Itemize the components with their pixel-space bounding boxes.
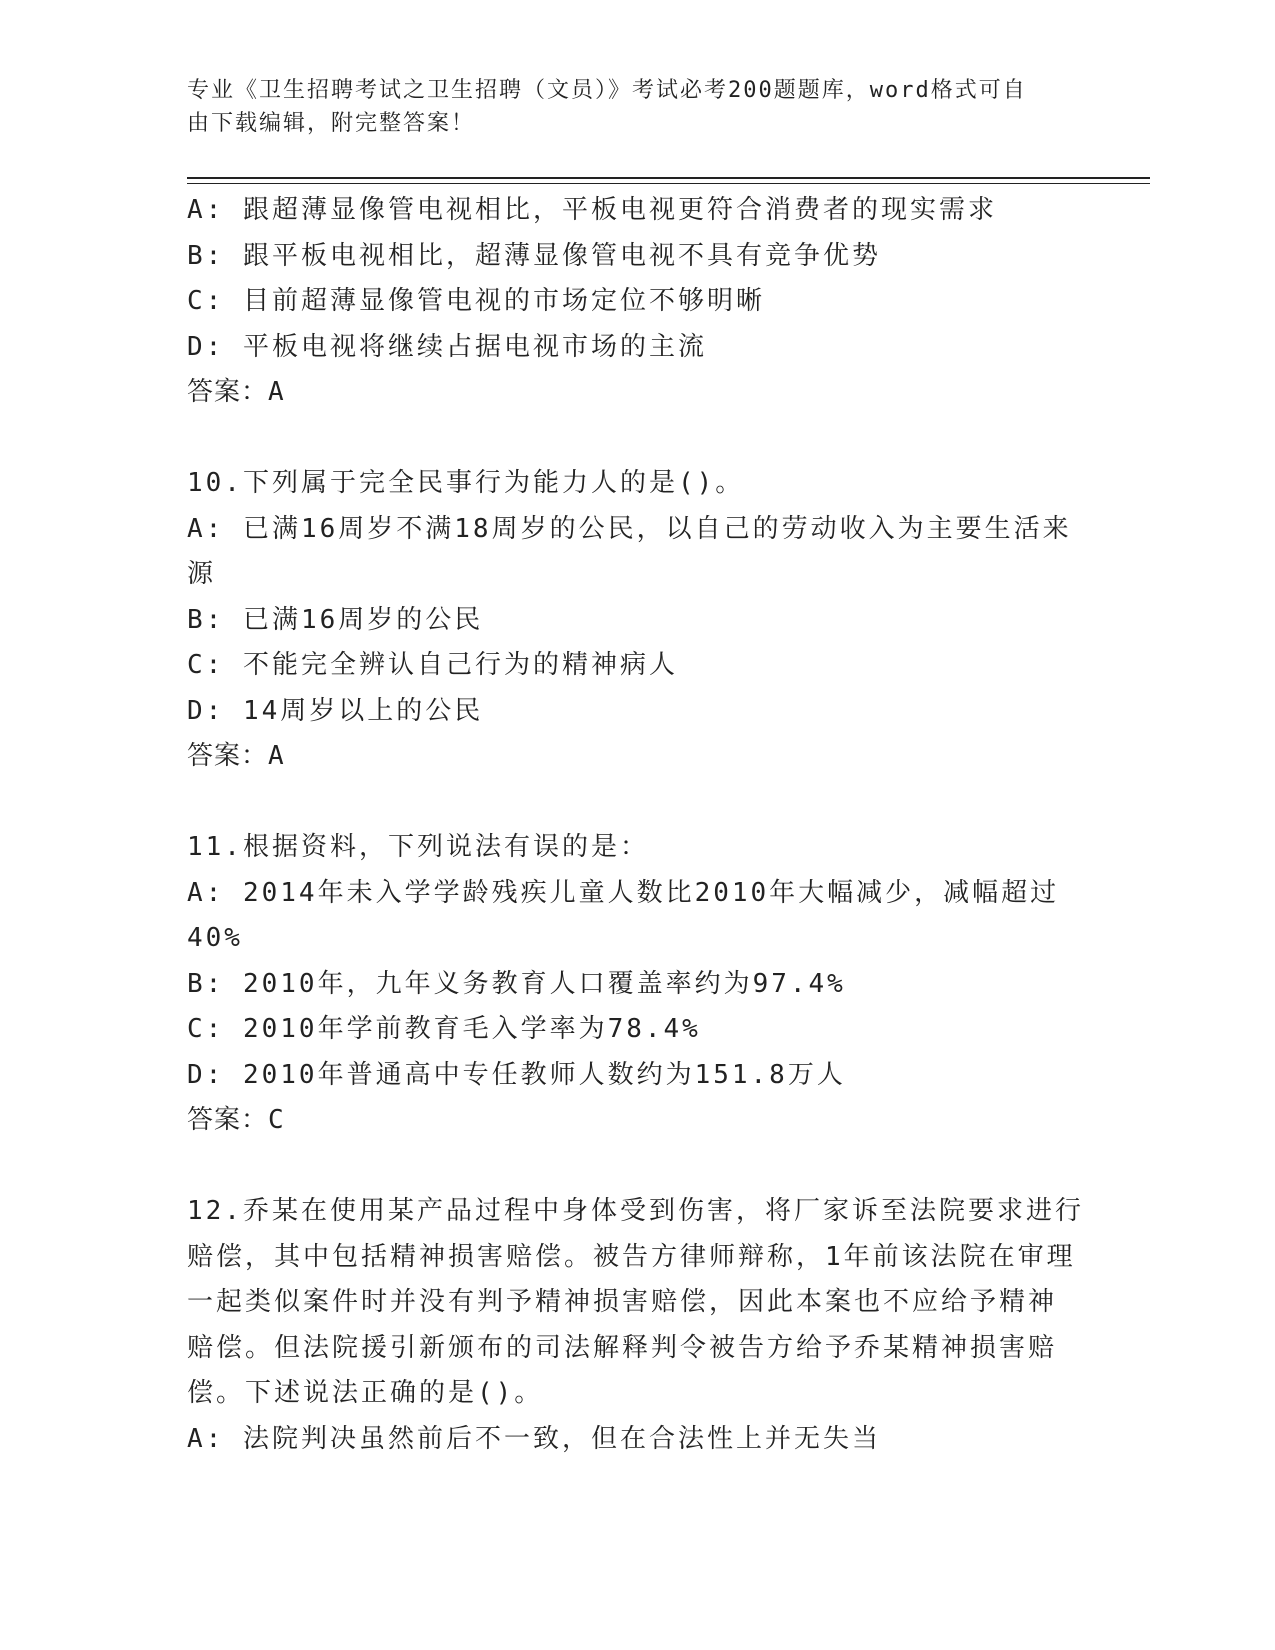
option-b: B: 2010年，九年义务教育人口覆盖率约为97.4% bbox=[187, 968, 846, 999]
question-stem-line: 一起类似案件时并没有判予精神损害赔偿，因此本案也不应给予精神 bbox=[187, 1287, 1058, 1317]
question-stem: 11.根据资料，下列说法有误的是： bbox=[187, 832, 649, 862]
question-stem-line: 赔偿，其中包括精神损害赔偿。被告方律师辩称，1年前该法院在审理 bbox=[187, 1241, 1076, 1272]
header-rule-thin bbox=[187, 183, 1150, 184]
option-a: A: 2014年未入学学龄残疾儿童人数比2010年大幅减少，减幅超过 bbox=[187, 877, 1060, 908]
option-a: A: 跟超薄显像管电视相比，平板电视更符合消费者的现实需求 bbox=[187, 195, 997, 225]
option-d: D: 2010年普通高中专任教师人数约为151.8万人 bbox=[187, 1059, 846, 1090]
question-9 bbox=[187, 188, 1087, 416]
answer: 答案：C bbox=[187, 1105, 285, 1135]
option-a: A: 已满16周岁不满18周岁的公民，以自己的劳动收入为主要生活来 bbox=[187, 513, 1072, 544]
option-a-continued: 40% bbox=[187, 923, 243, 953]
answer: 答案：A bbox=[187, 741, 285, 771]
option-d: D: 平板电视将继续占据电视市场的主流 bbox=[187, 331, 707, 362]
question-content bbox=[187, 188, 1087, 1462]
document-header bbox=[187, 74, 1067, 140]
question-stem: 10.下列属于完全民事行为能力人的是()。 bbox=[187, 468, 745, 498]
option-c: C: 2010年学前教育毛入学率为78.4% bbox=[187, 1014, 701, 1044]
header-rule-thick bbox=[187, 177, 1150, 179]
question-stem-line: 12.乔某在使用某产品过程中身体受到伤害，将厂家诉至法院要求进行 bbox=[187, 1196, 1084, 1226]
option-b: B: 已满16周岁的公民 bbox=[187, 604, 484, 635]
question-stem-line: 赔偿。但法院援引新颁布的司法解释判令被告方给予乔某精神损害赔 bbox=[187, 1332, 1058, 1363]
option-a: A: 法院判决虽然前后不一致，但在合法性上并无失当 bbox=[187, 1423, 881, 1454]
header-line-2: 由下载编辑，附完整答案！ bbox=[187, 111, 476, 136]
option-c: C: 目前超薄显像管电视的市场定位不够明晰 bbox=[187, 286, 765, 316]
option-a-continued: 源 bbox=[187, 559, 217, 589]
spacer bbox=[187, 1144, 1087, 1190]
option-c: C: 不能完全辨认自己行为的精神病人 bbox=[187, 650, 678, 680]
question-10 bbox=[187, 461, 1087, 780]
spacer bbox=[187, 780, 1087, 826]
question-12 bbox=[187, 1189, 1087, 1462]
answer: 答案：A bbox=[187, 377, 285, 407]
spacer bbox=[187, 416, 1087, 462]
question-11 bbox=[187, 825, 1087, 1144]
option-b: B: 跟平板电视相比，超薄显像管电视不具有竞争优势 bbox=[187, 240, 881, 271]
header-line-1: 专业《卫生招聘考试之卫生招聘（文员）》考试必考200题题库，word格式可自 bbox=[187, 78, 1027, 103]
question-stem-line: 偿。下述说法正确的是()。 bbox=[187, 1378, 544, 1408]
option-d: D: 14周岁以上的公民 bbox=[187, 695, 484, 726]
